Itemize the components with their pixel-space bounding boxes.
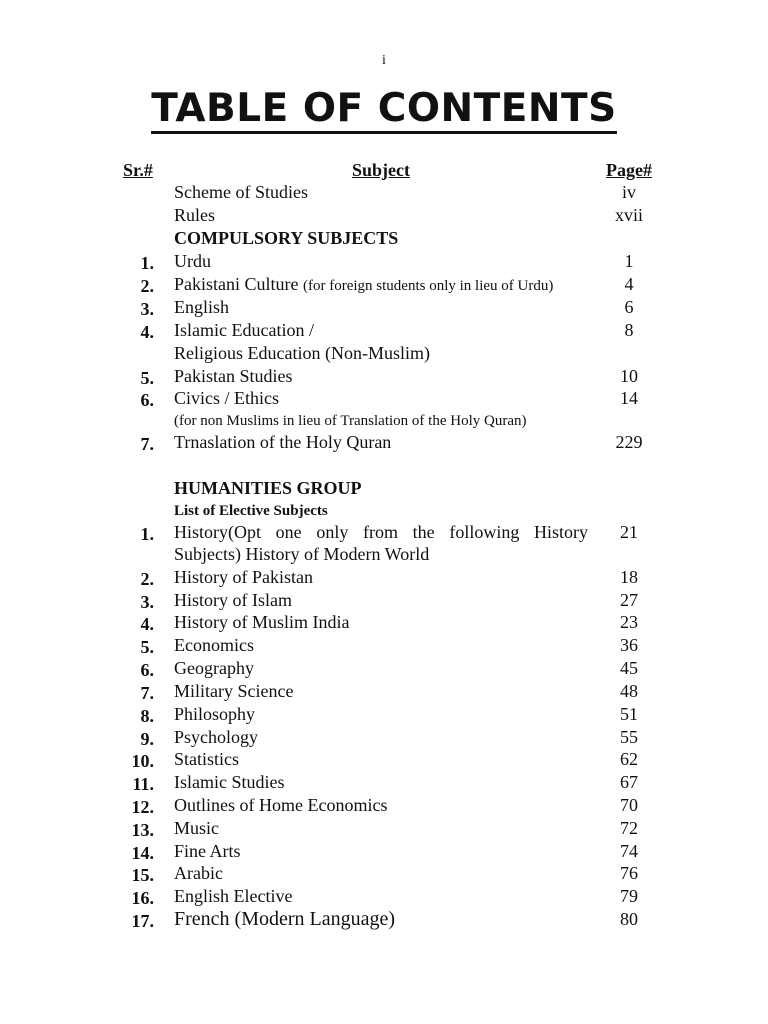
row-sr: 4. <box>140 614 154 634</box>
row-page: 48 <box>620 681 638 701</box>
row-subject: (for non Muslims in lieu of Translation of the Holy Quran) <box>174 413 527 429</box>
row-page: 76 <box>620 863 638 883</box>
header-sr: Sr.# <box>123 160 153 180</box>
row-sr: 1. <box>140 253 154 273</box>
row-page: 14 <box>620 388 638 408</box>
row-page: 79 <box>620 886 638 906</box>
row-sr: 11. <box>132 774 154 794</box>
row-page: 21 <box>620 522 638 542</box>
row-subject: History of Muslim India <box>174 612 350 632</box>
row-page: 10 <box>620 366 638 386</box>
row-subject: Economics <box>174 635 254 655</box>
row-sr: 10. <box>131 751 154 771</box>
row-sr: 3. <box>140 592 154 612</box>
row-sr: 16. <box>131 888 154 908</box>
page-number: i <box>382 53 386 68</box>
row-sr: 6. <box>140 660 154 680</box>
row-sr: 13. <box>131 820 154 840</box>
row-subject: Subjects) History of Modern World <box>174 544 430 564</box>
row-sr: 15. <box>131 865 154 885</box>
row-sr: 7. <box>140 683 154 703</box>
row-sr: 5. <box>140 368 154 388</box>
row-page: 67 <box>620 772 638 792</box>
row-page: 1 <box>624 251 634 271</box>
row-sr: 6. <box>140 390 154 410</box>
row-sr: 9. <box>140 729 154 749</box>
row-note: (for foreign students only in lieu of Urdu) <box>303 278 554 294</box>
row-subject: French (Modern Language) <box>174 908 396 930</box>
row-sr: 8. <box>140 706 154 726</box>
row-subject: History(Opt one only from the following History <box>174 522 588 542</box>
row-page: 45 <box>620 658 638 678</box>
row-sr: 14. <box>131 843 154 863</box>
row-sr: 5. <box>140 637 154 657</box>
row-subject: Urdu <box>174 251 211 271</box>
row-subject: Islamic Education / <box>174 320 314 340</box>
row-sr: 2. <box>140 569 154 589</box>
row-subject: Philosophy <box>174 704 256 724</box>
row-subject: HUMANITIES GROUP <box>174 478 362 498</box>
row-subject: Civics / Ethics <box>174 388 279 408</box>
row-page: 62 <box>620 749 638 769</box>
row-subject-text: Pakistani Culture <box>174 274 299 294</box>
row-sr: 7. <box>140 434 154 454</box>
header-subject: Subject <box>352 160 410 180</box>
row-subject: Scheme of Studies <box>174 182 308 202</box>
row-page: 18 <box>620 567 638 587</box>
row-page: 229 <box>615 432 643 452</box>
row-sr: 4. <box>140 322 154 342</box>
row-subject: English <box>174 297 230 317</box>
row-page: iv <box>621 182 636 202</box>
row-subject: Statistics <box>174 749 240 769</box>
row-subject: English Elective <box>174 886 293 906</box>
row-subject: Outlines of Home Economics <box>174 795 388 815</box>
row-subject: List of Elective Subjects <box>174 503 328 519</box>
row-page: 23 <box>620 612 638 632</box>
row-subject: Arabic <box>174 863 223 883</box>
row-page: 80 <box>620 909 638 929</box>
row-subject: Pakistan Studies <box>174 366 293 386</box>
header-page: Page# <box>606 160 652 180</box>
row-page: 36 <box>620 635 638 655</box>
row-sr: 2. <box>140 276 154 296</box>
row-subject: Music <box>174 818 219 838</box>
row-sr: 1. <box>140 524 154 544</box>
row-subject: History of Islam <box>174 590 292 610</box>
row-sr: 3. <box>140 299 154 319</box>
row-page: xvii <box>614 205 643 225</box>
row-subject: Religious Education (Non-Muslim) <box>174 343 430 363</box>
row-page: 8 <box>624 320 634 340</box>
row-subject: Geography <box>174 658 254 678</box>
row-subject <box>174 273 588 297</box>
row-page: 72 <box>620 818 638 838</box>
row-page: 70 <box>620 795 638 815</box>
row-subject: COMPULSORY SUBJECTS <box>174 228 399 248</box>
row-sr: 12. <box>131 797 154 817</box>
row-subject: History of Pakistan <box>174 567 313 587</box>
row-subject: Fine Arts <box>174 841 241 861</box>
row-page: 51 <box>620 704 638 724</box>
row-page: 6 <box>624 297 634 317</box>
row-sr: 17. <box>131 911 154 931</box>
row-subject: Rules <box>174 205 216 225</box>
row-subject: Islamic Studies <box>174 772 285 792</box>
title-text: TABLE OF CONTENTS <box>151 86 616 134</box>
row-page: 55 <box>620 727 638 747</box>
row-page: 27 <box>620 590 638 610</box>
page-title <box>0 86 768 132</box>
table-header <box>0 160 768 182</box>
row-page: 74 <box>620 841 638 861</box>
row-page: 4 <box>624 274 634 294</box>
row-subject: Trnaslation of the Holy Quran <box>174 432 392 452</box>
row-subject: Military Science <box>174 681 294 701</box>
row-subject: Psychology <box>174 727 259 747</box>
